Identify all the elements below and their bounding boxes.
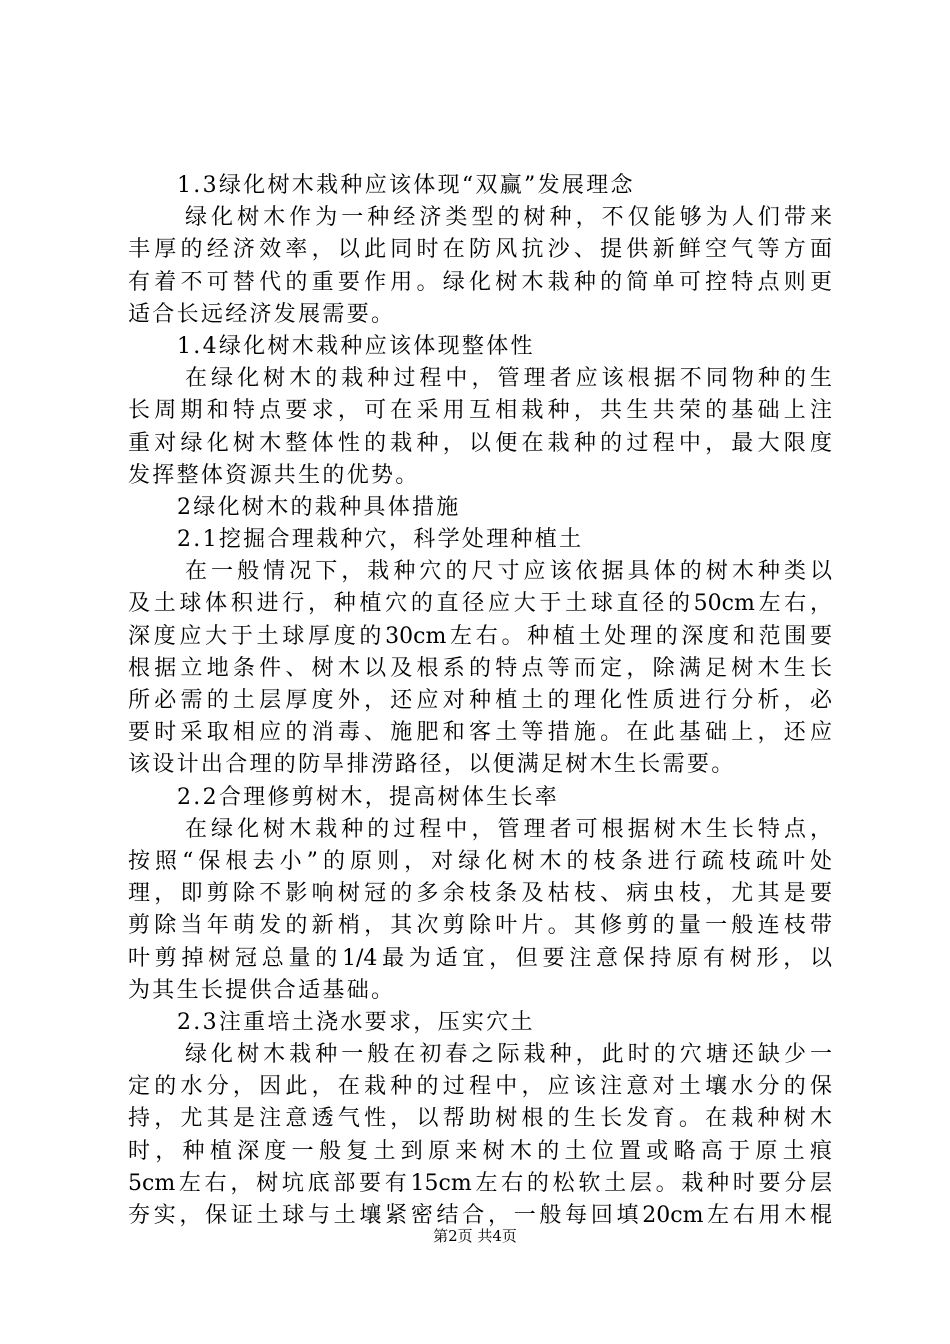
paragraph-line: 5cm左右，树坑底部要有15cm左右的松软土层。栽种时要分层 — [128, 1170, 832, 1196]
paragraph-line: 根据立地条件、树木以及根系的特点等而定，除满足树木生长 — [128, 655, 832, 681]
paragraph-line: 要时采取相应的消毒、施肥和客土等措施。在此基础上，还应 — [128, 720, 832, 746]
section-heading: 2绿化树木的栽种具体措施 — [177, 494, 461, 520]
paragraph-line: 重对绿化树木整体性的栽种，以便在栽种的过程中，最大限度 — [128, 430, 832, 456]
section-heading: 2.3注重培土浇水要求，压实穴土 — [177, 1009, 535, 1035]
paragraph-line: 理，即剪除不影响树冠的多余枝条及枯枝、病虫枝，尤其是要 — [128, 881, 832, 907]
section-heading: 2.2合理修剪树木，提高树体生长率 — [177, 784, 560, 810]
page-footer: 第2页 共4页 — [433, 1227, 517, 1245]
paragraph-line: 夯实，保证土球与土壤紧密结合，一般每回填20cm左右用木棍 — [128, 1203, 832, 1228]
paragraph-line: 所必需的土层厚度外，还应对种植土的理化性质进行分析，必 — [128, 688, 832, 713]
paragraph-line: 长周期和特点要求，可在采用互相栽种，共生共荣的基础上注 — [128, 398, 832, 424]
paragraph-line: 时，种植深度一般复土到原来树木的土位置或略高于原土痕 — [128, 1138, 832, 1164]
paragraph-line: 叶剪掉树冠总量的1/4最为适宜，但要注意保持原有树形，以 — [128, 945, 832, 971]
paragraph-line: 适合长远经济发展需要。 — [128, 301, 396, 327]
paragraph-line: 在绿化树木栽种的过程中，管理者可根据树木生长特点， — [185, 816, 832, 842]
document-body — [128, 170, 832, 1232]
paragraph-line: 持，尤其是注意透气性，以帮助树根的生长发育。在栽种树木 — [128, 1106, 832, 1132]
paragraph-line: 定的水分，因此，在栽种的过程中，应该注意对土壤水分的保 — [128, 1074, 832, 1100]
paragraph-line: 在一般情况下，栽种穴的尺寸应该依据具体的树木种类以 — [185, 559, 832, 585]
paragraph-line: 在绿化树木的栽种过程中，管理者应该根据不同物种的生 — [185, 366, 832, 392]
section-heading: 1.4绿化树木栽种应该体现整体性 — [177, 333, 535, 359]
paragraph-line: 及土球体积进行，种植穴的直径应大于土球直径的50cm左右， — [128, 591, 832, 617]
paragraph-line: 按照“保根去小”的原则，对绿化树木的枝条进行疏枝疏叶处 — [128, 848, 832, 874]
section-heading: 2.1挖掘合理栽种穴，科学处理种植土 — [177, 527, 584, 553]
paragraph-line: 该设计出合理的防旱排涝路径，以便满足树木生长需要。 — [128, 752, 736, 778]
paragraph-line: 发挥整体资源共生的优势。 — [128, 462, 420, 488]
section-heading: 1.3绿化树木栽种应该体现“双赢”发展理念 — [177, 173, 635, 198]
paragraph-line: 剪除当年萌发的新梢，其次剪除叶片。其修剪的量一般连枝带 — [128, 913, 832, 939]
paragraph-line: 绿化树木栽种一般在初春之际栽种，此时的穴塘还缺少一 — [185, 1042, 832, 1068]
paragraph-line: 有着不可替代的重要作用。绿化树木栽种的简单可控特点则更 — [128, 269, 832, 295]
paragraph-line: 绿化树木作为一种经济类型的树种，不仅能够为人们带来 — [185, 205, 832, 231]
paragraph-line: 丰厚的经济效率，以此同时在防风抗沙、提供新鲜空气等方面 — [128, 237, 832, 263]
paragraph-line: 为其生长提供合适基础。 — [128, 977, 396, 1003]
paragraph-line: 深度应大于土球厚度的30cm左右。种植土处理的深度和范围要 — [128, 623, 832, 649]
